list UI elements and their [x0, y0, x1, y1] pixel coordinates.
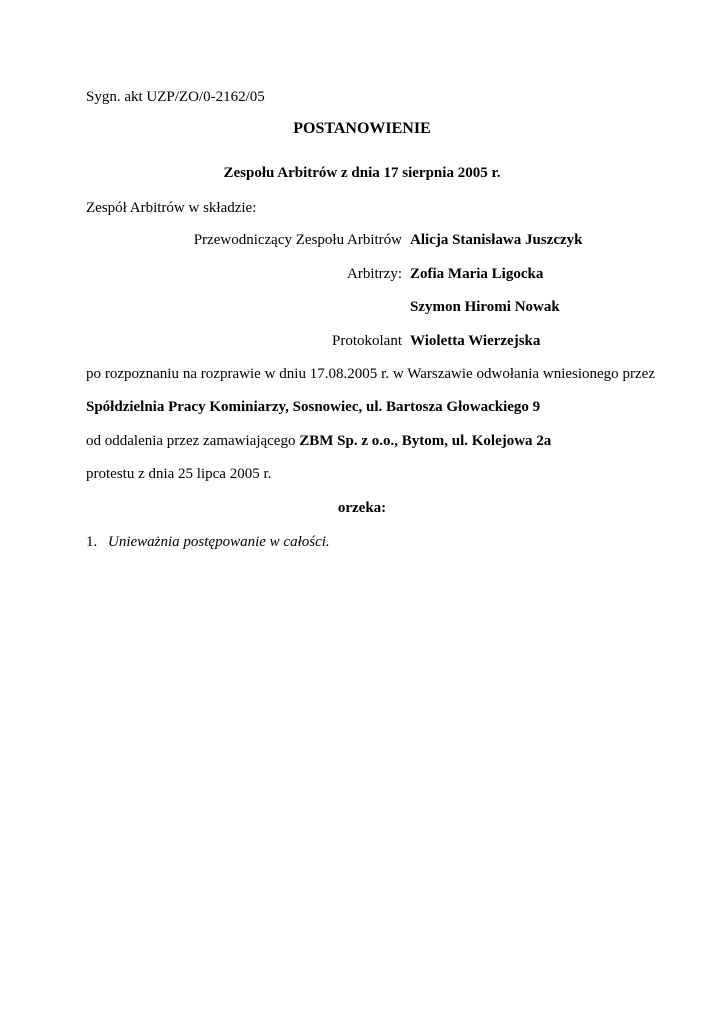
panel-name: Szymon Hiromi Nowak — [410, 299, 560, 315]
panel-name: Alicja Stanisława Juszczyk — [410, 232, 583, 248]
ruling-item — [86, 533, 330, 551]
panel-name: Zofia Maria Ligocka — [410, 266, 544, 282]
panel-intro: Zespół Arbitrów w składzie: — [86, 200, 257, 216]
document-title: POSTANOWIENIE — [293, 120, 431, 137]
panel-role: Protokolant — [332, 333, 402, 349]
ruling-item-number: 1. — [86, 534, 98, 550]
rejection-line — [86, 432, 551, 450]
protest-line: protestu z dnia 25 lipca 2005 r. — [86, 466, 272, 482]
ruling-heading: orzeka: — [337, 500, 387, 516]
document-subtitle: Zespołu Arbitrów z dnia 17 sierpnia 2005 r. — [223, 165, 501, 181]
rejection-prefix: od oddalenia przez zamawiającego — [86, 433, 300, 449]
hearing-paragraph: po rozpoznaniu na rozprawie w dniu 17.08.2005 r. w Warszawie odwołania wniesionego przez — [86, 366, 655, 382]
panel-role: Arbitrzy: — [347, 266, 402, 282]
panel-role: Przewodniczący Zespołu Arbitrów — [193, 232, 402, 248]
ruling-item-text: Unieważnia postępowanie w całości. — [108, 534, 330, 550]
contracting-party: ZBM Sp. z o.o., Bytom, ul. Kolejowa 2a — [299, 433, 552, 449]
appellant: Spółdzielnia Pracy Kominiarzy, Sosnowiec, ul. Bartosza Głowackiego 9 — [86, 399, 541, 415]
case-number: Sygn. akt UZP/ZO/0-2162/05 — [86, 89, 265, 105]
panel-name: Wioletta Wierzejska — [410, 333, 541, 349]
